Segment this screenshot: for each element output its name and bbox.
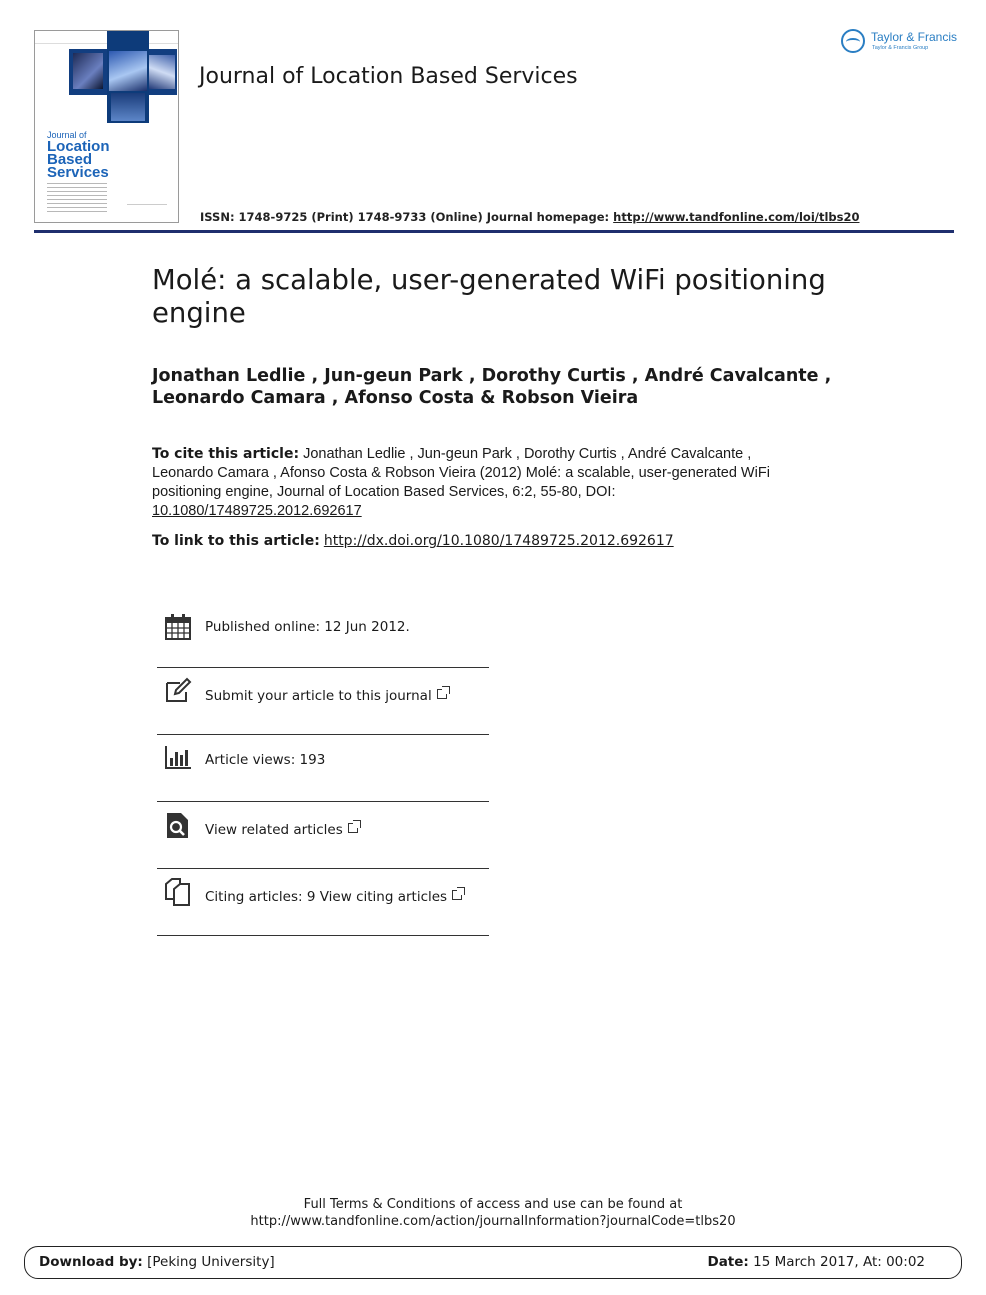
publisher-logo[interactable] — [841, 29, 961, 59]
header-rule — [34, 230, 954, 233]
citing-articles-link[interactable]: Citing articles: 9 View citing articles — [205, 889, 448, 905]
download-info-bar — [24, 1246, 962, 1279]
journal-title: Journal of Location Based Services — [199, 64, 578, 89]
journal-cover — [34, 30, 179, 223]
article-link-line — [152, 533, 674, 549]
edit-icon — [164, 677, 192, 705]
submit-article-link[interactable]: Submit your article to this journal — [205, 688, 432, 704]
download-by-label: Download by: — [39, 1254, 143, 1270]
citation-text: Jonathan Ledlie , Jun-geun Park , Dorothy Curtis , André Cavalcante , Leonardo Camara , Afonso Costa & Robson Vieira (2012) Molé: a scalable, user-generated WiFi positioning engine, Journal of Location Based Services, 6:2, 55-80, DOI: — [152, 446, 770, 500]
issn-text: ISSN: 1748-9725 (Print) 1748-9733 (Online) Journal homepage: — [200, 210, 614, 224]
related-articles-link[interactable]: View related articles — [205, 822, 343, 838]
related-articles-row[interactable] — [157, 802, 489, 869]
bar-chart-icon — [164, 744, 192, 772]
citation-block — [152, 445, 792, 521]
download-date-label: Date: — [707, 1254, 749, 1270]
documents-icon — [164, 878, 192, 906]
external-link-icon — [452, 890, 462, 900]
published-online-row — [157, 608, 489, 668]
article-views-text: Article views: 193 — [205, 752, 326, 768]
cover-journal-name: Journal of Location Based Services — [47, 130, 110, 181]
download-by-value: [Peking University] — [147, 1254, 275, 1270]
download-date — [707, 1254, 925, 1270]
article-doi-link[interactable]: http://dx.doi.org/10.1080/17489725.2012.692617 — [323, 533, 674, 549]
download-date-value: 15 March 2017, At: 00:02 — [753, 1254, 925, 1270]
document-search-icon — [164, 811, 192, 839]
citing-articles-row[interactable] — [157, 869, 489, 936]
article-views-row — [157, 735, 489, 802]
download-by — [39, 1254, 275, 1270]
external-link-icon — [437, 689, 447, 699]
publisher-name: Taylor & Francis — [871, 30, 958, 44]
article-title: Molé: a scalable, user-generated WiFi positioning engine — [152, 264, 826, 329]
journal-homepage-link[interactable]: http://www.tandfonline.com/loi/tlbs20 — [613, 210, 860, 224]
issn-line — [200, 210, 860, 224]
terms-url-link[interactable]: http://www.tandfonline.com/action/journalInformation?journalCode=tlbs20 — [250, 1214, 736, 1229]
citation-label: To cite this article: — [152, 446, 300, 462]
published-online-text: Published online: 12 Jun 2012. — [205, 619, 410, 635]
terms-line: Full Terms & Conditions of access and use can be found at — [303, 1197, 683, 1212]
submit-article-row[interactable] — [157, 668, 489, 735]
calendar-icon — [164, 613, 192, 641]
external-link-icon — [348, 823, 358, 833]
article-link-label: To link to this article: — [152, 533, 320, 549]
terms-footer — [0, 1196, 986, 1230]
publisher-group: Taylor & Francis Group — [872, 45, 929, 51]
citation-doi-link[interactable]: 10.1080/17489725.2012.692617 — [152, 503, 362, 519]
article-authors: Jonathan Ledlie , Jun-geun Park , Dorothy Curtis , André Cavalcante , Leonardo Camara , Afonso Costa & Robson Vieira — [152, 366, 832, 408]
